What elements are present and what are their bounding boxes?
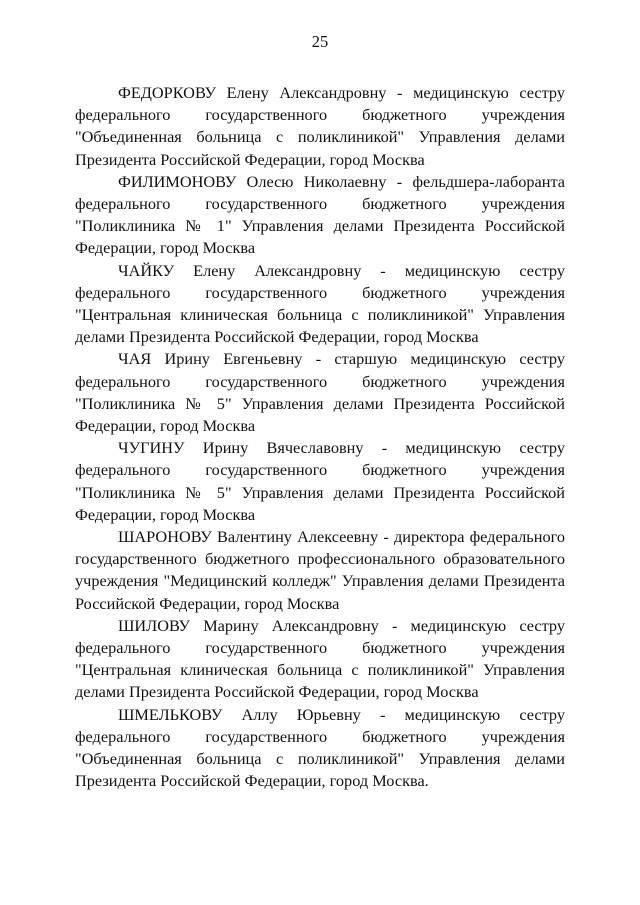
list-item: ШМЕЛЬКОВУ Аллу Юрьевну - медицинскую сестру федерального государственного бюджетного учреждения "Объединенная больница с поликлиникой" Управления делами Президента Российской Федерации, город Москва. (75, 704, 565, 791)
award-list (75, 82, 565, 793)
list-item: ЧАЯ Ирину Евгеньевну - старшую медицинскую сестру федерального государственного бюджетного учреждения "Поликлиника № 5" Управления делами Президента Российской Федерации, город Москва (75, 349, 565, 436)
page-number: 25 (311, 32, 329, 51)
list-item: ЧУГИНУ Ирину Вячеславовну - медицинскую сестру федерального государственного бюджетного учреждения "Поликлиника № 5" Управления делами Президента Российской Федерации, город Москва (75, 438, 565, 524)
list-item: ШАРОНОВУ Валентину Алексеевну - директора федерального государственного бюджетного профессионального образовательного учреждения "Медицинский колледж" Управления делами Президента Российской Федерации, город Москва (75, 527, 565, 613)
list-item: ШИЛОВУ Марину Александровну - медицинскую сестру федерального государственного бюджетного учреждения "Центральная клиническая больница с поликлиникой" Управления делами Президента Российской Федерации, город Москва (75, 615, 565, 702)
list-item: ФИЛИМОНОВУ Олесю Николаевну - фельдшера-лаборанта федерального государственного бюджетного учреждения "Поликлиника № 1" Управления делами Президента Российской Федерации, город Москва (75, 171, 565, 258)
list-item: ФЕДОРКОВУ Елену Александровну - медицинскую сестру федерального государственного бюджетного учреждения "Объединенная больница с поликлиникой" Управления делами Президента Российской Федерации, город Москва (75, 83, 565, 169)
list-item: ЧАЙКУ Елену Александровну - медицинскую сестру федерального государственного бюджетного учреждения "Центральная клиническая больница с поликлиникой" Управления делами Президента Российской Федерации, город Москва (75, 260, 565, 347)
